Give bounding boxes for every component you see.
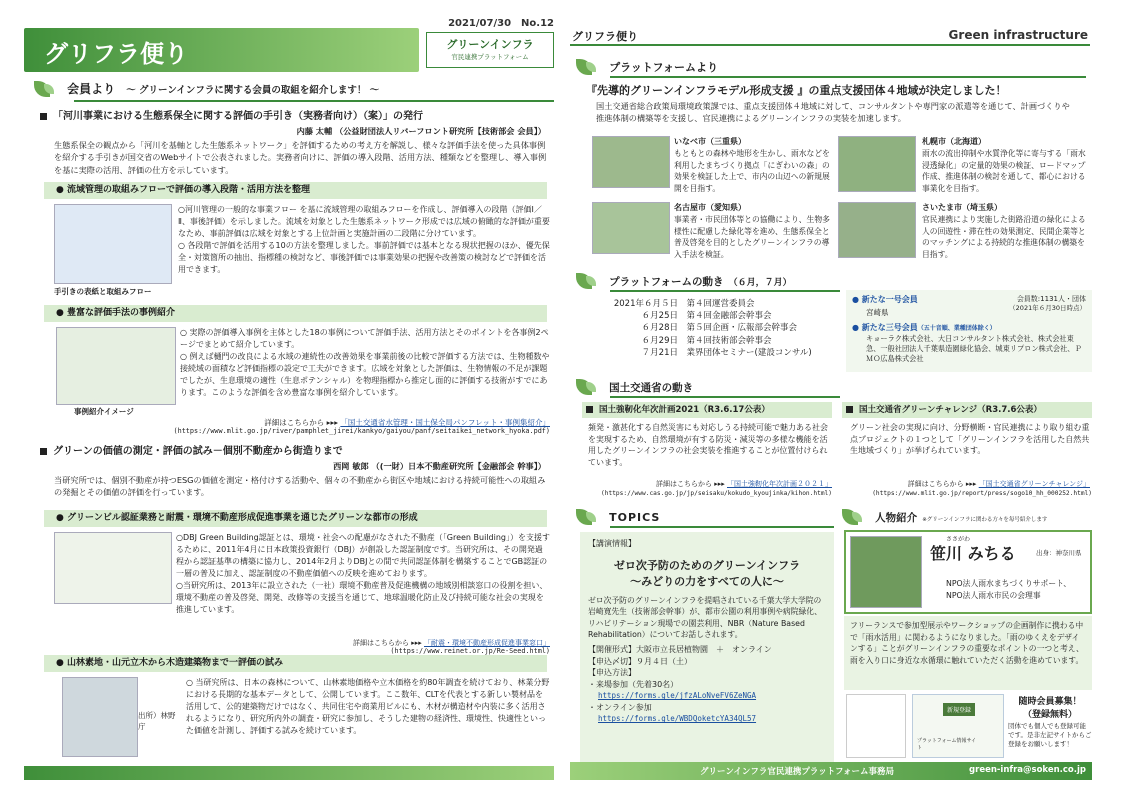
divider <box>610 526 834 528</box>
recruit-box <box>1008 694 1092 749</box>
person-org2: NPO法人雨水市民の会理事 <box>946 591 1041 600</box>
event-date: 2021年６月５日 <box>613 299 678 309</box>
topics-subheadline: ～みどりの力をすべての人に～ <box>630 575 784 588</box>
online-form-link[interactable]: https://forms.gle/WBDQoketcYA34QL57 <box>598 714 757 724</box>
region-name: 名古屋市（愛知県） <box>674 203 746 212</box>
region-name: さいたま市（埼玉県） <box>922 203 1002 212</box>
section-subtitle: ～ グリーンインフラに関する会員の取組を紹介します！ ～ <box>126 85 380 96</box>
mlit-news1-body: 頻発・激甚化する自然災害にも対応しうる持続可能で魅力ある社会を実現するため、自然環境が有する防災・減災等の多様な機能を活用したグリーンインフラの社会実装を推進することが位置付けられています。 <box>588 423 828 467</box>
bullet-square-icon <box>846 406 853 413</box>
article2-link[interactable]: 「耐震・環境不動産形成促進事業窓口」 <box>424 639 550 647</box>
divider <box>610 396 840 398</box>
sub1-body: ○河川管理の一般的な事業フロー を基に流域管理の取組みフローを作成し、評価導入の段階（評価Ⅰ／Ⅱ、事後評価）を示しました。流域を対象とした生態系ネットワーク形成では広域の俯瞰的な評価が重要なため、事前評価は広域を対象とする上位計画と実施計画の二段階に分けています。 ○ 各段階で評価を活用する10の方法を整理しました。事前評価では基本となる現状把握のほか、優先保全・対策箇所の抽出、指標種の検討など、事後評価では事業効果の把握や改善策の検討などで評価を活用できます。 <box>178 205 550 274</box>
right-footer-band <box>570 762 1092 780</box>
event-date: ６月28日 <box>641 323 678 334</box>
case-study-image <box>56 327 176 405</box>
member-count-note: （2021年６月30日時点） <box>1009 304 1086 312</box>
section-moves <box>576 270 1086 292</box>
new3-label: ● 新たな三号会員（五十音順、業種団体除く） <box>852 323 996 332</box>
link-lead: 詳細はこちらから ▸▸▸ <box>264 418 338 427</box>
divider <box>610 290 840 292</box>
saitama-photo <box>838 202 916 258</box>
person-ruby: ささがわ <box>946 536 971 543</box>
event-name: 第４回運営委員会 <box>686 299 755 309</box>
platform-headline: 『先導的グリーンインフラモデル形成支援 』の重点支援団体４地域が決定しました！ <box>586 84 1007 97</box>
header-en: Green infrastructure <box>948 28 1088 42</box>
news1-link[interactable]: 「国土強靭化年次計画２０２１」 <box>727 480 832 488</box>
news2-link-row <box>850 479 1090 489</box>
person-origin: 出身：神奈川県 <box>1036 549 1082 557</box>
section-members <box>34 78 554 102</box>
sub1-title: グリーンビル認証業務と耐震・環境不動産形成促進事業を通じたグリーンな都市の形成 <box>67 513 418 523</box>
sub2-title: 山林素地・山元立木から木造建築物まで一評価の試み <box>67 658 284 668</box>
link-lead: 詳細はこちらから ▸▸▸ <box>907 480 977 488</box>
news2-link[interactable]: 「国土交通省グリーンチャレンジ」 <box>978 480 1090 488</box>
platform-body: 国土交通省総合政策局環境政策課では、重点支援団体４地域に対して、コンサルタントや専門家の派遣等を通じて、計画づくりや推進体制の構築等を支援し、官民連携によるグリーンインフラの実装を加速します。 <box>596 101 1070 124</box>
logo <box>426 32 554 68</box>
recruit-body: 団体でも個人でも登録可能です。是非左記サイトからご登録をお願いします！ <box>1008 722 1092 748</box>
article2-body: 当研究所では、個別不動産が持つESGの価値を測定・格付けする活動や、個々の不動産から街区や地域における持続可能性への取組みの発掘とその価値の評価を行っています。 <box>54 475 546 498</box>
nagoya-photo <box>592 202 670 254</box>
article1-sub1: ● 流域管理の取組みフローで評価の導入段階・活用方法を整理 <box>44 182 547 199</box>
article2-sub1: ● グリーンビル認証業務と耐震・環境不動産形成促進事業を通じたグリーンな都市の形成 <box>44 510 547 527</box>
topics-method: 【申込方法】 <box>588 668 636 678</box>
event-row <box>590 310 830 322</box>
event-date: ７月21日 <box>641 347 678 358</box>
link-lead: 詳細はこちらから ▸▸▸ <box>655 480 725 488</box>
region-text: 官民連携により実施した街路沿道の緑化による人の回遊性・滞在性の効果測定、民間企業等とのマッチングによる持続的な推進体制の構築を目指す。 <box>922 215 1086 259</box>
caption-guide: 手引きの表紙と取組みフロー <box>54 287 152 296</box>
event-date: ６月25日 <box>641 311 678 322</box>
event-date: ６月29日 <box>641 335 678 346</box>
right-page <box>566 14 1109 780</box>
event-list <box>590 298 830 359</box>
masthead-title: グリフラ便り <box>44 40 188 68</box>
header-divider <box>570 44 1090 46</box>
topics-online: ・オンライン参加 <box>588 702 652 712</box>
guide-cover-image <box>54 204 172 284</box>
link-lead: 詳細はこちらから ▸▸▸ <box>352 639 422 647</box>
timber-building-image <box>62 677 138 757</box>
event-name: 第４回技術部会幹事会 <box>686 335 772 346</box>
section-person <box>842 506 1092 528</box>
topics-onsite: ・来場参加（先着30名） <box>588 679 679 689</box>
inabe-photo <box>592 136 670 188</box>
news2-url[interactable]: (https://www.mlit.go.jp/report/press/sogo10_hh_000252.html) <box>872 490 1092 497</box>
person-note: ※グリーンインフラに関わる方々を毎号紹介します <box>922 517 1048 523</box>
article1-body: 生態系保全の観点から「河川を基軸とした生態系ネットワーク」を評価するための考え方を解説し、様々な評価手法を使った具体事例を紹介する手引きが国交省のWebサイトで公表されました。実務者向けに、評価の導入段階、活用方法、種類などを整理し、導入事例を基に実際の活用、評価の仕方を示しています。 <box>54 140 547 175</box>
topics-format: 【開催形式】大阪市立長居植物園 ＋ オンライン <box>588 645 772 655</box>
mlit-news1-title <box>582 402 832 418</box>
new-members-box <box>846 290 1092 372</box>
article2-url[interactable]: (https://www.reinet.or.jp/Re-Seed.html) <box>390 647 550 655</box>
article2-sub2: ● 山林素地・山元立木から木造建築物まで一評価の試み <box>44 655 547 672</box>
divider <box>610 76 1086 78</box>
news1-link-row <box>588 479 832 489</box>
bullet-square-icon <box>40 448 47 455</box>
topics-box <box>580 532 834 762</box>
section-title: 国土交通省の動き <box>609 382 694 394</box>
mlit-news2-title <box>842 402 1092 418</box>
region-name: 札幌市（北海道） <box>922 137 986 146</box>
onsite-form-link[interactable]: https://forms.gle/jfzALoNveFV6ZeNGA <box>598 691 757 701</box>
bullet-square-icon <box>586 406 593 413</box>
article2-sub1-body: ○DBJ Green Building認証とは、環境・社会への配慮がなされた不動産（「Green Building」）を支援するために、2011年4月に日本政策投資銀行（DBJ）が創設した認証制度です。当研究所は、その開発過程から認証基準の構築に協力し、2014年2月よりDBJとの間で共同認証体制を構築することでGB認証の一層の普及に加え、認証制度の不動産価値への反映を進めております。 ○当研究所は、2013年に設立された（一社）環境不動産普及促進機構の地域別相談窓口の役割を担い、環境不動産の普及啓発、開発、改修等の支援当を通じて、地球温暖化防止及び持続可能な社会の実現を推進しています。 <box>176 533 550 614</box>
article2-title-text: グリーンの価値の測定・評価の試み－個別不動産から街造りまで <box>53 446 343 457</box>
new3-value: キョーラク株式会社、大日コンサルタント株式会社、株式会社東急、一般社団法人千葉県造園緑化協会、城東リプロン株式会社、ＰＭＯ広島株式会社 <box>866 334 1082 363</box>
event-name: 第５回企画・広報部会幹事会 <box>686 323 798 334</box>
masthead-band <box>24 28 419 72</box>
article2-title <box>40 442 550 457</box>
recruit-title: 随時会員募集！ <box>1018 697 1082 707</box>
bullet-square-icon <box>40 113 47 120</box>
section-platform <box>576 56 1086 78</box>
person-org1: NPO法人雨水まちづくりサポート、 <box>946 579 1072 588</box>
qr-code-icon[interactable] <box>846 694 906 758</box>
topics-headline: ゼロ次予防のためのグリーンインフラ <box>613 559 801 572</box>
left-footer-band <box>24 766 554 780</box>
person-card <box>844 530 1092 614</box>
section-title: 会員より <box>67 82 116 96</box>
event-row <box>590 347 830 359</box>
sapporo-photo <box>838 136 916 192</box>
section-mlit <box>576 376 1086 398</box>
new3-note: （五十音順、業種団体除く） <box>917 325 996 332</box>
sub2-title: 豊富な評価手法の事例紹介 <box>67 308 176 318</box>
region-text: もともとの森林や地形を生かし、雨水などを利用したまちづくり拠点「にぎわいの森」の効果を検証した上で、市内の山辺への新規展開を目指す。 <box>674 149 830 193</box>
article1-url[interactable]: (https://www.mlit.go.jp/river/pamphlet_jirei/kankyo/gaiyou/panf/seitaikei_network_hyoka.pdf) <box>173 427 550 435</box>
person-photo <box>850 536 922 608</box>
register-button[interactable]: 新規登録 <box>943 703 975 716</box>
region-text: 事業者・市民団体等との協働により、生物多様性に配慮した緑化等を進め、生態系保全と普及啓発を目的としたグリーンインフラの導入手法を検証。 <box>674 215 830 259</box>
article1-title <box>40 107 550 122</box>
divider <box>74 100 554 102</box>
topics-deadline: 【申込〆切】９月４日（土） <box>588 656 692 666</box>
mlit-news2-body: グリーン社会の実現に向け、分野横断・官民連携により取り組む重点プロジェクトの１つとして「グリーンインフラを活用した自然共生地域づくり」が挙げられています。 <box>850 423 1090 455</box>
event-row <box>590 335 830 347</box>
new1-value: 宮崎県 <box>866 308 889 317</box>
event-name: 業界団体セミナー(建設コンサル) <box>686 347 812 358</box>
person-name: 笹川 みちる <box>930 544 1016 563</box>
left-page <box>14 14 557 780</box>
section-topics <box>576 506 834 528</box>
event-row <box>590 322 830 334</box>
logo-sub: 官民連携プラットフォーム <box>451 53 529 61</box>
logo-main: グリーンインフラ <box>446 38 534 51</box>
article1-sub2: ● 豊富な評価手法の事例紹介 <box>44 305 547 322</box>
article1-title-text: 「河川事業における生態系保全に関する評価の手引き（実務者向け）（案）」の発行 <box>53 111 423 122</box>
new3-label-text: 新たな三号会員 <box>861 323 918 332</box>
member-count: 会員数:1131人・団体 <box>1016 295 1086 303</box>
issue-date: 2021/07/30 No.12 <box>448 18 554 29</box>
news2-title-text: 国土交通省グリーンチャレンジ（R3.7.6公表） <box>859 405 1042 415</box>
person-bio: フリーランスで参加型展示やワークショップの企画制作に携わる中で「雨水活用」に関わるようになりました。「雨のゆくえをデザインする」ことがグリーンインフラの重要なポイントの一つと考え、雨を入り口に身近な水循環に触れていただく活動を進めています。 <box>844 616 1092 690</box>
new1-label-text: 新たな一号会員 <box>861 295 918 304</box>
section-period: （６月，７月） <box>728 278 792 288</box>
topics-tag: 【講演情報】 <box>588 539 636 548</box>
sub1-title: 流域管理の取組みフローで評価の導入段階・活用方法を整理 <box>67 185 311 195</box>
sub2-body: ○ 実際の評価導入事例を主体とした18の事例について評価手法、活用方法とそのポイントを各事例2ページでまとめて紹介しています。 ○ 例えば樋門の改良による水域の連続性の改善効果を事業前後の比較で評価する方法では、生物種数や接続域の面積など評価指標の設定で工夫ができます。広域を対象とした評価は、生物情報の不足が課題でしたが、生息環境の適性（生息ポテンシャル）を物理指標から推定し面的に評価する技術がすでにあります。このような評価を含め豊富な事例を紹介しています。 <box>180 328 550 397</box>
timber-caption: 出所）林野庁 <box>138 711 176 731</box>
event-row <box>590 298 830 310</box>
footer-org: グリーンインフラ官民連携プラットフォーム事務局 <box>700 767 895 777</box>
section-title: 人物紹介 <box>875 512 918 524</box>
section-title: TOPICS <box>609 511 661 524</box>
right-masthead: グリフラ便り <box>572 30 638 43</box>
topics-body: ゼロ次予防のグリーンインフラを提唱されている千葉大学大学院の岩崎寛先生（技術部会幹事）が、都市公園の利用事例や病院緑化、リハビリテーション現場での園芸利用、NBR（Nature Based Rehabilitation）についてお話しされます。 <box>588 596 822 639</box>
site-label: プラットフォーム情報サイト <box>917 738 977 751</box>
article2-sub2-body: ○ 当研究所は、日本の森林について、山林素地価格や立木価格を約80年調査を続けており、林業分野における長期的な基本データとして、公開しています。ここ数年、CLTを代表とする新しい製材品を活用して、公的建築物だけではなく、共同住宅や商業用ビルにも、木材が構造材や内装に多く活用されるようになり、研究所内外の調査・研究に参加し、そうした建物の経済性、環境性、快適性といった価値を計測し、評価する試みを続けています。 <box>186 678 550 735</box>
article1-author: 内藤 太輔 （公益財団法人リバーフロント研究所【技術部会 会員】） <box>296 126 546 136</box>
event-name: 第４回金融部会幹事会 <box>686 311 772 322</box>
green-building-image <box>54 532 172 604</box>
article2-author: 西岡 敏郎 （(一財）日本不動産研究所【金融部会 幹事】） <box>333 461 546 471</box>
recruit-subtitle: （登録無料） <box>1022 710 1077 720</box>
footer-email[interactable]: green-infra@soken.co.jp <box>969 765 1086 775</box>
region-name: いなべ市（三重県） <box>674 137 746 146</box>
section-title: プラットフォームの動き <box>609 276 724 288</box>
caption-case: 事例紹介イメージ <box>74 407 134 416</box>
article1-link[interactable]: 「国土交通省水管理・国土保全局パンフレット・事例集紹介」 <box>340 418 550 427</box>
section-title: プラットフォームより <box>609 61 718 74</box>
news1-title-text: 国土強靭化年次計画2021（R3.6.17公表） <box>599 405 770 415</box>
site-screenshot[interactable] <box>912 694 1004 758</box>
region-text: 雨水の流出抑制や水質浄化等に寄与する「雨水浸透緑化」の定量的効果の検証、ロードマップ作成、推進体制の検討を通して、都心における事業化を目指す。 <box>922 149 1086 193</box>
new1-label: ● 新たな一号会員 <box>852 295 918 304</box>
news1-url[interactable]: (https://www.cas.go.jp/jp/seisaku/kokudo_kyoujinka/kihon.html) <box>601 490 832 497</box>
